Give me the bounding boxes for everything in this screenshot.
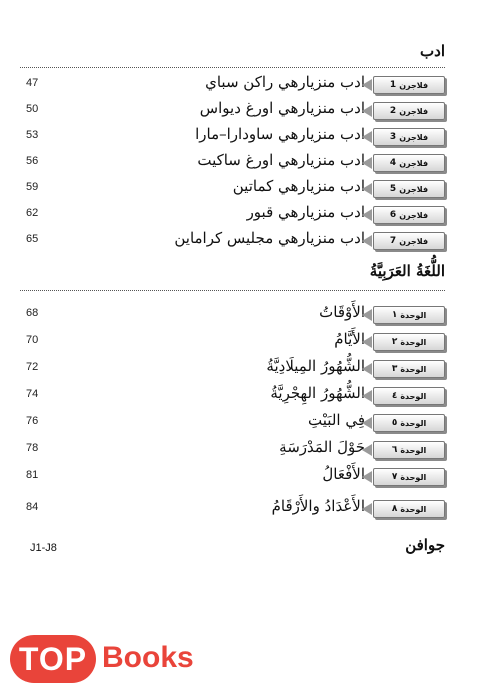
toc-entry-title: الأَوْقَاتُ (319, 303, 365, 321)
topbooks-logo (10, 635, 210, 685)
toc-entry-title: حَوْلَ المَدْرَسَةِ (279, 438, 365, 456)
badge-label: فلاجرن (399, 210, 429, 220)
toc-row[interactable] (0, 177, 495, 201)
unit-badge (373, 441, 445, 459)
badge-arrow-icon (362, 471, 372, 483)
badge-arrow-icon (362, 417, 372, 429)
page-number: 76 (26, 415, 39, 427)
page-number: 62 (26, 207, 39, 219)
badge-number: 5 (389, 184, 397, 194)
toc-entry-title: الشُّهُورُ الهِجْرِيَّةُ (270, 384, 365, 402)
badge-arrow-icon (362, 157, 372, 169)
page-number: 70 (26, 334, 39, 346)
badge-number: ٦ (391, 445, 398, 455)
badge-number: 6 (389, 210, 397, 220)
badge-arrow-icon (362, 183, 372, 195)
toc-row[interactable] (0, 438, 495, 462)
page-number: 81 (26, 469, 39, 481)
badge-number: 4 (389, 158, 397, 168)
toc-row[interactable] (0, 203, 495, 227)
page-number: 47 (26, 77, 39, 89)
page-number: 78 (26, 442, 39, 454)
toc-row[interactable] (0, 411, 495, 435)
badge-number: ٣ (391, 364, 398, 374)
badge-arrow-icon (362, 503, 372, 515)
badge-label: الوحدة (400, 364, 427, 374)
badge-arrow-icon (362, 79, 372, 91)
toc-row[interactable] (0, 465, 495, 489)
page-number: 84 (26, 501, 39, 513)
unit-badge (373, 360, 445, 378)
badge-label: فلاجرن (399, 236, 429, 246)
toc-entry-title: ادب منزيارهي كماتين (232, 177, 365, 195)
unit-badge (373, 500, 445, 518)
badge-label: فلاجرن (399, 158, 429, 168)
lesson-badge (373, 180, 445, 198)
lesson-badge (373, 102, 445, 120)
toc-entry-title: ادب منزيارهي راكن سباي (205, 73, 365, 91)
toc-entry-title: ادب منزيارهي اورغ ساكيت (197, 151, 365, 169)
lesson-badge (373, 76, 445, 94)
badge-label: فلاجرن (399, 184, 429, 194)
badge-label: الوحدة (400, 472, 427, 482)
toc-row[interactable] (0, 384, 495, 408)
badge-number: ٤ (391, 391, 398, 401)
badge-label: الوحدة (400, 310, 427, 320)
toc-row[interactable] (0, 357, 495, 381)
badge-number: ٨ (391, 504, 398, 514)
toc-entry-title: فِي البَيْتِ (308, 411, 365, 429)
lesson-badge (373, 128, 445, 146)
badge-label: الوحدة (400, 445, 427, 455)
page-number: 65 (26, 233, 39, 245)
section-divider (20, 67, 445, 68)
toc-row[interactable] (0, 330, 495, 354)
lesson-badge (373, 154, 445, 172)
badge-number: ٢ (391, 337, 398, 347)
page-number: 68 (26, 307, 39, 319)
toc-entry-title: ادب منزيارهي مجليس كراماين (174, 229, 365, 247)
answers-page-range: J1-J8 (30, 542, 57, 554)
unit-badge (373, 468, 445, 486)
badge-label: الوحدة (400, 504, 427, 514)
badge-label: الوحدة (400, 391, 427, 401)
badge-arrow-icon (362, 444, 372, 456)
toc-row[interactable] (0, 99, 495, 123)
badge-label: الوحدة (400, 337, 427, 347)
badge-arrow-icon (362, 309, 372, 321)
page-number: 53 (26, 129, 39, 141)
page-number: 59 (26, 181, 39, 193)
toc-entry-title: ادب منزيارهي اورغ ديواس (199, 99, 365, 117)
badge-arrow-icon (362, 390, 372, 402)
badge-arrow-icon (362, 336, 372, 348)
toc-row[interactable] (0, 497, 495, 521)
toc-entry-title: الشُّهُورُ المِيلَادِيَّةُ (266, 357, 365, 375)
badge-number: ٧ (391, 472, 398, 482)
badge-arrow-icon (362, 131, 372, 143)
toc-entry-title: الأَيَّامُ (334, 330, 365, 348)
section-divider (20, 290, 445, 291)
unit-badge (373, 306, 445, 324)
badge-arrow-icon (362, 209, 372, 221)
toc-row[interactable] (0, 303, 495, 327)
badge-number: 2 (389, 106, 397, 116)
badge-label: فلاجرن (399, 106, 429, 116)
badge-number: 3 (389, 132, 397, 142)
toc-row[interactable] (0, 151, 495, 175)
toc-entry-title: الأَفْعَالُ (322, 465, 365, 483)
badge-arrow-icon (362, 363, 372, 375)
unit-badge (373, 414, 445, 432)
section-title-arabic: اللُّغَةُ العَرَبِيَّةُ (369, 262, 445, 280)
badge-label: فلاجرن (399, 80, 429, 90)
unit-badge (373, 333, 445, 351)
lesson-badge (373, 206, 445, 224)
toc-entry-title: الأَعْدَادُ والأَرْقَامُ (271, 497, 365, 515)
badge-arrow-icon (362, 235, 372, 247)
page-number: 56 (26, 155, 39, 167)
badge-label: الوحدة (400, 418, 427, 428)
toc-entry-title: ادب منزيارهي ساودارا–مارا (195, 125, 365, 143)
logo-books-text: Books (102, 641, 194, 674)
page-number: 50 (26, 103, 39, 115)
unit-badge (373, 387, 445, 405)
toc-entry-title: ادب منزيارهي قبور (246, 203, 365, 221)
toc-row[interactable] (0, 73, 495, 97)
badge-number: ١ (391, 310, 398, 320)
page-number: 72 (26, 361, 39, 373)
logo-top-text: TOP (10, 635, 96, 683)
badge-arrow-icon (362, 105, 372, 117)
lesson-badge (373, 232, 445, 250)
badge-number: ٥ (391, 418, 398, 428)
badge-number: 7 (389, 236, 397, 246)
badge-number: 1 (389, 80, 397, 90)
page-number: 74 (26, 388, 39, 400)
toc-row[interactable] (0, 229, 495, 253)
section-title-adab: ادب (420, 42, 445, 60)
answers-title: جوافن (405, 536, 445, 554)
badge-label: فلاجرن (399, 132, 429, 142)
toc-row[interactable] (0, 125, 495, 149)
